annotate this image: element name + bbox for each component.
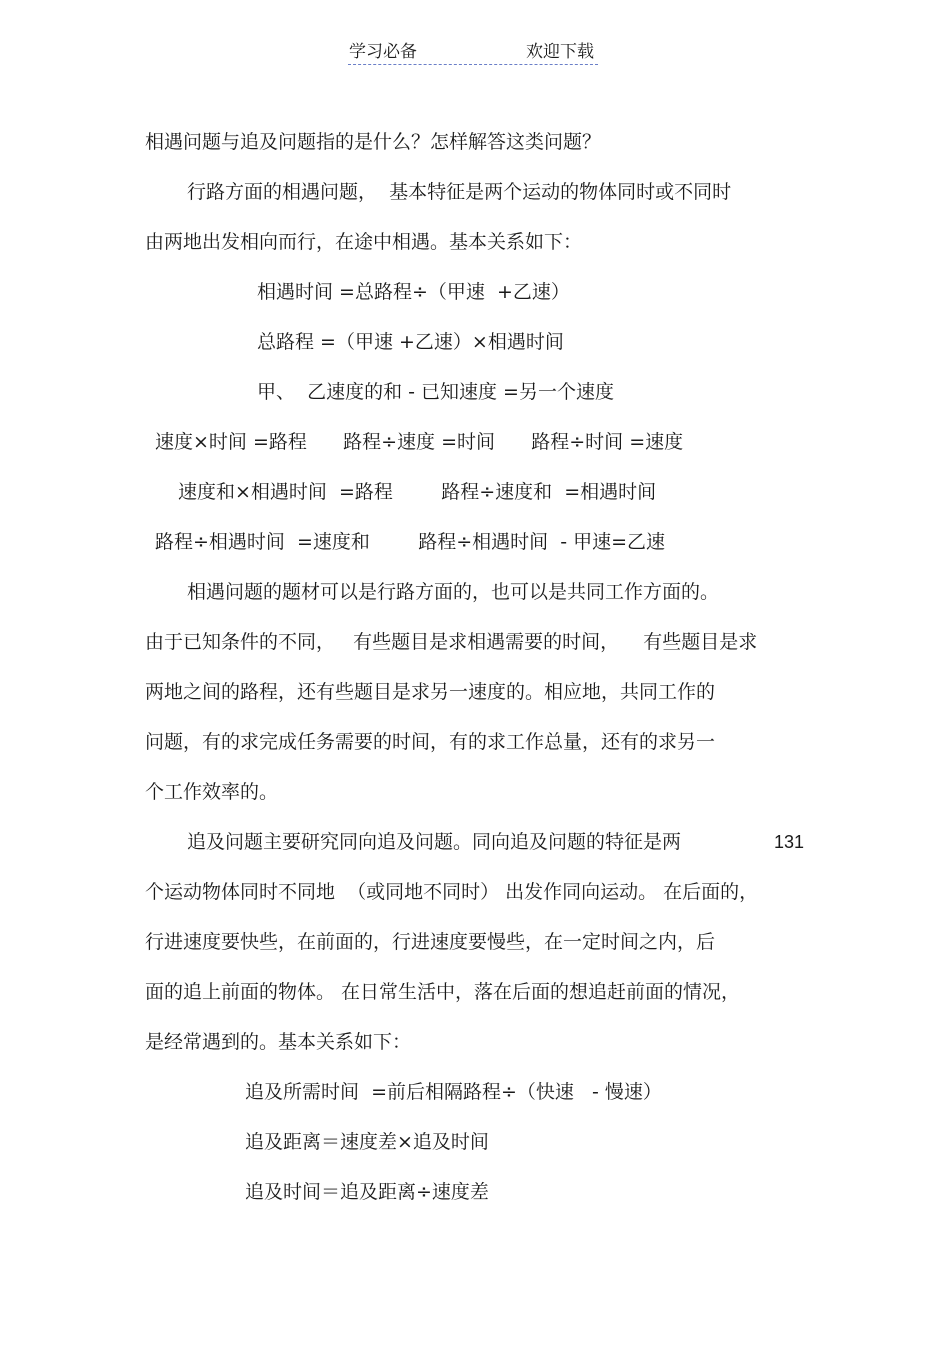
chase-formula: 追及时间＝追及距离÷速度差 (245, 1181, 489, 1203)
meeting-formula-row: 路程÷相遇时间 =速度和 路程÷相遇时间 - 甲速=乙速 (155, 531, 666, 553)
meeting-formula: 甲、 乙速度的和 - 已知速度 =另一个速度 (257, 381, 614, 403)
meeting-formula-row: 速度和×相遇时间 =路程 路程÷速度和 =相遇时间 (178, 481, 657, 503)
chase-paragraph-line: 面的追上前面的物体。 在日常生活中，落在后面的想追赶前面的情况， (145, 981, 741, 1003)
meeting-paragraph-line: 问题，有的求完成任务需要的时间，有的求工作总量，还有的求另一 (145, 731, 716, 753)
meeting-paragraph-line: 个工作效率的。 (145, 781, 279, 803)
meeting-paragraph-line: 两地之间的路程，还有些题目是求另一速度的。相应地，共同工作的 (145, 681, 716, 703)
chase-paragraph-line: 行进速度要快些，在前面的，行进速度要慢些，在一定时间之内，后 (145, 931, 716, 953)
chase-paragraph-line: 是经常遇到的。基本关系如下： (145, 1031, 412, 1053)
meeting-paragraph-line: 相遇问题的题材可以是行路方面的，也可以是共同工作方面的。 (187, 581, 720, 603)
meeting-formula: 相遇时间 =总路程÷（甲速 +乙速） (257, 281, 570, 303)
header-right-text: 欢迎下载 (526, 42, 594, 62)
header-left-text: 学习必备 (349, 42, 417, 62)
chase-paragraph-line: 个运动物体同时不同地 （或同地不同时） 出发作同向运动。 在后面的， (145, 881, 759, 903)
page-number: 131 (774, 832, 805, 852)
chase-formula: 追及距离＝速度差×追及时间 (245, 1131, 489, 1153)
meeting-paragraph-line: 行路方面的相遇问题， 基本特征是两个运动的物体同时或不同时 (187, 181, 732, 203)
meeting-formula: 总路程 =（甲速 +乙速）×相遇时间 (257, 331, 564, 353)
meeting-paragraph-line: 由两地出发相向而行，在途中相遇。基本关系如下： (145, 231, 583, 253)
meeting-formula-row: 速度×时间 =路程 路程÷速度 =时间 路程÷时间 =速度 (155, 431, 684, 453)
chase-formula: 追及所需时间 =前后相隔路程÷（快速 - 慢速） (245, 1081, 662, 1103)
meeting-paragraph-line: 由于已知条件的不同， 有些题目是求相遇需要的时间， 有些题目是求 (145, 631, 758, 653)
header-divider (348, 64, 598, 65)
chase-paragraph-line: 追及问题主要研究同向追及问题。同向追及问题的特征是两 (187, 831, 682, 853)
question-heading: 相遇问题与追及问题指的是什么？怎样解答这类问题？ (145, 131, 602, 153)
